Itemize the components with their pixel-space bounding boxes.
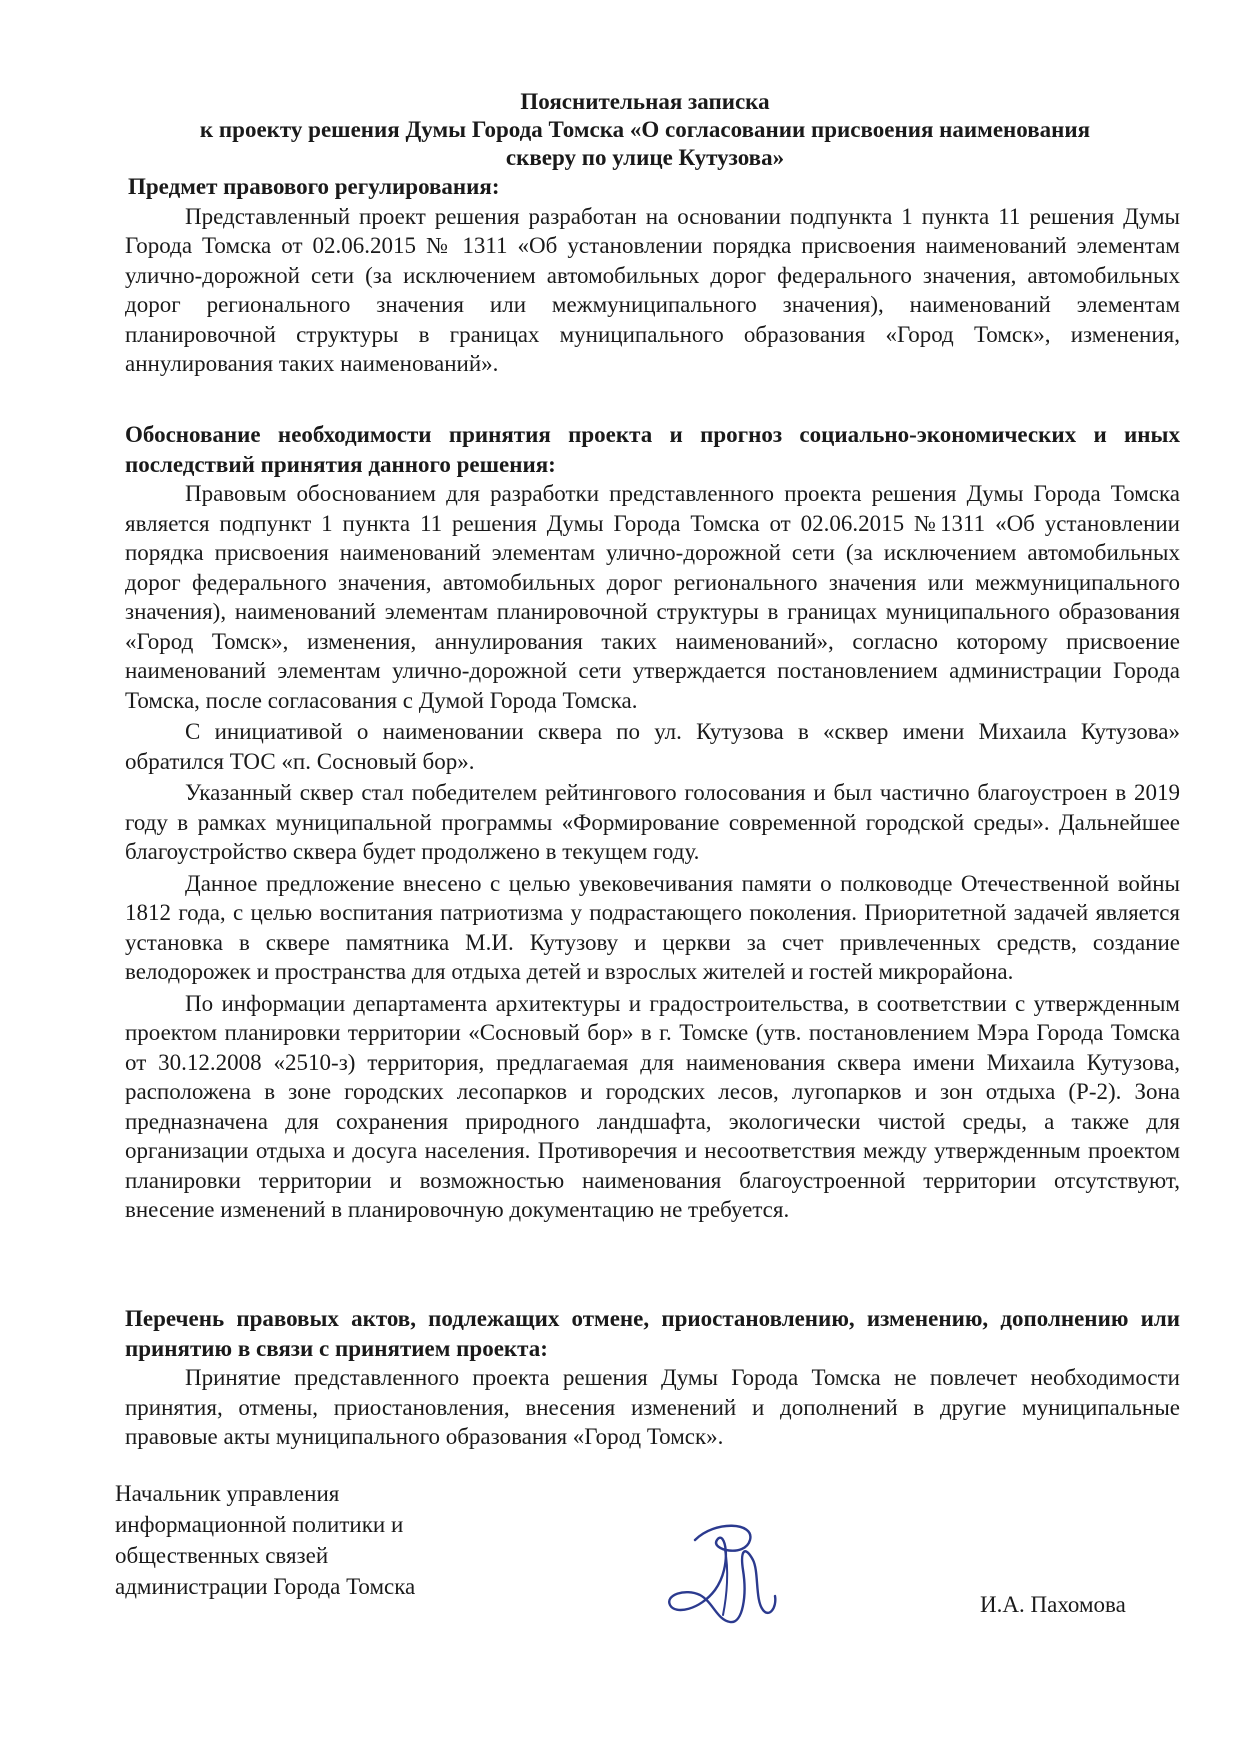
paragraph: Указанный сквер стал победителем рейтингового голосования и был частично благоустроен в 2019 году в рамках муниципальной программы «Формирование современной городской среды». Дальнейшее благоустройство сквера будет продолжено в текущем году. xyxy=(125,780,1180,864)
position-line: информационной политики и xyxy=(115,1512,404,1537)
handwritten-signature xyxy=(655,1510,785,1635)
section-legal-acts xyxy=(125,1304,1180,1452)
position-line: администрации Города Томска xyxy=(115,1574,416,1599)
signer-position xyxy=(115,1478,415,1602)
paragraph: Данное предложение внесено с целью увековечивания памяти о полководце Отечественной войны 1812 года, с целью воспитания патриотизма у подрастающего поколения. Приоритетной задачей является установка в сквере памятника М.И. Кутузову и церкви за счет привлеченных средств, создание велодорожек и пространства для отдыха детей и взрослых жителей и гостей микрорайона. xyxy=(125,870,1180,984)
paragraph: С инициативой о наименовании сквера по ул. Кутузова в «сквер имени Михаила Кутузова» обратился ТОС «п. Сосновый бор». xyxy=(125,719,1180,774)
section-heading: Перечень правовых актов, подлежащих отмене, приостановлению, изменению, дополнению или принятию в связи с принятием проекта: xyxy=(125,1306,1180,1361)
document-title xyxy=(150,88,1140,172)
paragraph: Представленный проект решения разработан на основании подпункта 1 пункта 11 решения Думы Города Томска от 02.06.2015 № 1311 «Об установлении порядка присвоения наименований элементам улично-дорожной сети (за исключением автомобильных дорог федерального значения, автомобильных дорог регионального значения или межмуниципального значения), наименований элементам планировочной структуры в границах муниципального образования «Город Томск», изменения, аннулирования таких наименований». xyxy=(125,203,1180,376)
title-line-1: Пояснительная записка xyxy=(520,89,770,114)
signer-name: И.А. Пахомова xyxy=(980,1592,1126,1617)
paragraph: По информации департамента архитектуры и градостроительства, в соответствии с утвержденным проектом планировки территории «Сосновый бор» в г. Томске (утв. постановлением Мэра Города Томска от 30.12.2008 «2510-з) территория, предлагаемая для наименования сквера имени Михаила Кутузова, расположена в зоне городских лесопарков и городских лесов, лугопарков и зон отдыха (Р-2). Зона предназначена для сохранения природного ландшафта, экологически чистой среды, а также для организации отдыха и досуга населения. Противоречия и несоответствия между утвержденным проектом планировки территории и возможностью наименования благоустроенной территории отсутствуют, внесение изменений в планировочную документацию не требуется. xyxy=(125,990,1180,1222)
position-line: Начальник управления xyxy=(115,1481,340,1506)
title-line-3: скверу по улице Кутузова» xyxy=(505,145,785,170)
title-line-2: к проекту решения Думы Города Томска «О согласовании присвоения наименования xyxy=(199,117,1091,142)
position-line: общественных связей xyxy=(115,1543,329,1568)
section-heading: Предмет правового регулирования: xyxy=(128,174,500,199)
section-heading: Обоснование необходимости принятия проекта и прогноз социально-экономических и иных последствий принятия данного решения: xyxy=(125,422,1180,477)
section-legal-regulation xyxy=(125,172,1180,379)
paragraph: Правовым обоснованием для разработки представленного проекта решения Думы Города Томска является подпункт 1 пункта 11 решения Думы Города Томска от 02.06.2015 №1311 «Об установлении порядка присвоения наименований элементам улично-дорожной сети (за исключением автомобильных дорог федерального значения, автомобильных дорог регионального значения или межмуниципального значения), наименований элементам планировочной структуры в границах муниципального образования «Город Томск», изменения, аннулирования таких наименований», согласно которому присвоение наименований элементам улично-дорожной сети утверждается постановлением администрации Города Томска, после согласования с Думой Города Томска. xyxy=(125,481,1180,713)
paragraph: Принятие представленного проекта решения Думы Города Томска не повлечет необходимости принятия, отмены, приостановления, внесения изменений и дополнений в другие муниципальные правовые акты муниципального образования «Город Томск». xyxy=(125,1365,1180,1449)
section-justification xyxy=(125,420,1180,1225)
